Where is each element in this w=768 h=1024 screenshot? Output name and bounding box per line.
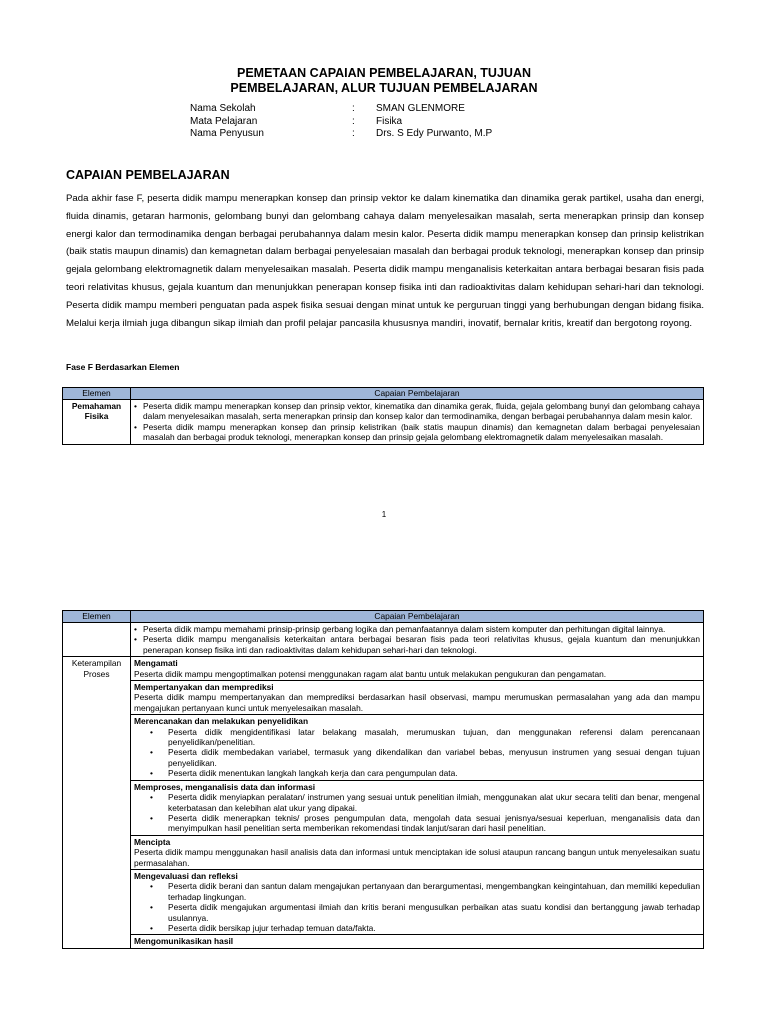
section-title: Mempertanyakan dan memprediksi (134, 682, 274, 693)
list-item: • Peserta didik menyiapkan peralatan/ instrumen yang sesuai untuk penelitian ilmiah, menggunakan alat ukur secara teliti dan benar, mengenal keterbatasan dan kelebihan alat ukur yang dipakai. (168, 792, 700, 813)
page-number: 1 (381, 510, 387, 519)
list-item: • Peserta didik membedakan variabel, termasuk yang dikendalikan dan variabel bebas, menyusun instrumen yang sesuai dengan tujuan penyelidikan. (168, 747, 700, 768)
col-header-elemen: Elemen (63, 388, 131, 400)
section-text: Peserta didik mampu mengoptimalkan potensi menggunakan ragam alat bantu untuk melakukan pengukuran dan pengamatan. (134, 668, 607, 679)
list-item: • Peserta didik menerapkan teknis/ proses pengumpulan data, mengolah data sesuai jenisnya/sesuai keperluan, menganalisis data dan menyimpulkan hasil penelitian serta memberikan rekomendasi tindak lanjut/saran dari hasil penelitian. (168, 813, 700, 834)
section-title: Mengamati (134, 658, 178, 669)
bullet-list (134, 401, 700, 443)
col-header-capaian: Capaian Pembelajaran (131, 611, 704, 623)
meta-value: SMAN GLENMORE (376, 103, 465, 114)
table-row (63, 780, 704, 835)
table-pemahaman (62, 387, 704, 445)
list-item: • Peserta didik mampu memahami prinsip-prinsip gerbang logika dan pemanfaatannya dalam sistem komputer dan perhitungan digital lainnya. (143, 624, 700, 634)
section-heading: CAPAIAN PEMBELAJARAN (66, 168, 230, 182)
col-header-elemen: Elemen (63, 611, 131, 623)
table-row (63, 657, 704, 681)
list-item: • Peserta didik mengajukan argumentasi ilmiah dan kritis berani mengusulkan perbaikan atas suatu kondisi dan bertanggung jawab terhadap usulannya. (168, 902, 700, 923)
section-title: Mencipta (134, 836, 171, 847)
capaian-cell (131, 623, 704, 657)
section-cell-merencanakan (131, 715, 704, 780)
meta-row-school (190, 103, 492, 116)
bullet-list (134, 881, 700, 933)
meta-label: Nama Penyusun (190, 128, 264, 140)
section-title: Mengevaluasi dan refleksi (134, 870, 238, 881)
bullet-list (134, 792, 700, 834)
meta-label: Mata Pelajaran (190, 115, 258, 127)
table-row (63, 715, 704, 780)
body-paragraph: Pada akhir fase F, peserta didik mampu menerapkan konsep dan prinsip vektor ke dalam kinematika dan dinamika gerak partikel, usaha dan energi, fluida dinamis, getaran harmonis, gelombang bunyi dan gelombang cahaya dalam menyelesaikan masalah, serta menerapkan prinsip dan konsep energi kalor dan termodinamika dengan berbagai perubahannya dalam mesin kalor. Peserta didik mampu menerapkan konsep dan prinsip kelistrikan (baik statis maupun dinamis) dan kemagnetan dalam berbagai penyelesaian masalah dan berbagai produk teknologi, menerapkan konsep dan prinsip gejala gelombang elektromagnetik dalam menyelesaikan masalah. Peserta didik mampu menganalisis keterkaitan antara berbagai besaran fisis pada teori relativitas khusus, gejala kuantum dan menunjukkan penerapan konsep fisika inti dan radioaktivitas dalam kehidupan sehari-hari dan teknologi. Peserta didik mampu memberi penguatan pada aspek fisika sesuai dengan minat untuk ke perguruan tinggi yang berhubungan dengan bidang fisika. Melalui kerja ilmiah juga dibangun sikap ilmiah dan profil pelajar pancasila khususnya mandiri, inovatif, bernalar kritis, kreatif dan bergotong royong. (66, 193, 704, 329)
fase-label: Fase F Berdasarkan Elemen (66, 362, 180, 372)
element-cell: Pemahaman Fisika (63, 400, 131, 445)
table-row (63, 835, 704, 869)
table-header-row (63, 388, 704, 400)
table-row (63, 869, 704, 934)
list-item: • Peserta didik menentukan langkah langkah kerja dan cara pengumpulan data. (168, 768, 700, 778)
element-cell-empty (63, 623, 131, 657)
table-row (63, 400, 704, 445)
list-item: • Peserta didik mengidentifikasi latar belakang masalah, merumuskan tujuan, dan menggunakan referensi dalam perencanaan penyelidikan/penelitian. (168, 727, 700, 748)
section-cell-mengevaluasi (131, 869, 704, 934)
section-cell-mengamati (131, 657, 704, 681)
table-row (63, 935, 704, 948)
section-cell-mempertanyakan (131, 681, 704, 715)
meta-value: Fisika (376, 115, 403, 127)
meta-row-subject (190, 116, 492, 129)
meta-colon: : (352, 128, 355, 140)
col-header-capaian: Capaian Pembelajaran (131, 388, 704, 400)
section-cell-mengomunikasikan (131, 935, 704, 948)
title-line-2: PEMBELAJARAN, ALUR TUJUAN PEMBELAJARAN (230, 80, 538, 95)
meta-value: Drs. S Edy Purwanto, M.P (376, 128, 493, 140)
document-title (0, 66, 768, 95)
section-cell-mencipta (131, 835, 704, 869)
table-row (63, 681, 704, 715)
table-header-row (63, 611, 704, 623)
list-item: • Peserta didik bersikap jujur terhadap temuan data/fakta. (168, 923, 700, 933)
list-item: • Peserta didik berani dan santun dalam mengajukan pertanyaan dan berargumentasi, mengembangkan keingintahuan, dan memiliki kepedulian terhadap lingkungan. (168, 881, 700, 902)
section-text: Peserta didik mampu menggunakan hasil analisis data dan informasi untuk menciptakan ide solusi ataupun rancang bangun untuk menyelesaikan suatu permasalahan. (134, 847, 700, 868)
document-meta (190, 103, 492, 141)
meta-colon: : (352, 115, 355, 127)
list-item: • Peserta didik mampu menerapkan konsep dan prinsip vektor, kinematika dan dinamika gerak, fluida, gejala gelombang bunyi dan gelombang cahaya dalam menyelesaikan masalah, serta menerapkan prinsip dan konsep kalor dan termodinamika, dengan berbagai perubahannya dalam mesin kalor. (143, 401, 700, 422)
bullet-list (134, 624, 700, 655)
section-title: Mengomunikasikan hasil (134, 936, 234, 947)
list-item: • Peserta didik mampu menerapkan konsep dan prinsip kelistrikan (baik statis maupun dinamis) dan kemagnetan dalam berbagai penyelesaian masalah dan berbagai produk teknologi, menerapkan konsep dan prinsip gejala gelombang elektromagnetik dalam menyelesaikan masalah. (143, 422, 700, 443)
section-title: Merencanakan dan melakukan penyelidikan (134, 716, 309, 727)
element-cell: Keterampilan Proses (63, 657, 131, 949)
list-item: • Peserta didik mampu menganalisis keterkaitan antara berbagai besaran fisis pada teori relativitas khusus, gejala kuantum dan menunjukkan penerapan konsep fisika inti dan radioaktivitas dalam kehidupan sehari-hari dan teknologi. (143, 634, 700, 655)
capaian-cell (131, 400, 704, 445)
table-keterampilan (62, 610, 704, 949)
meta-row-author (190, 128, 492, 141)
section-cell-memproses (131, 780, 704, 835)
section-title: Memproses, menganalisis data dan informasi (134, 781, 316, 792)
table-row (63, 623, 704, 657)
title-line-1: PEMETAAN CAPAIAN PEMBELAJARAN, TUJUAN (237, 66, 531, 80)
meta-colon: : (352, 103, 355, 114)
section-text: Peserta didik mampu mempertanyakan dan memprediksi berdasarkan hasil observasi, mampu merumuskan permasalahan yang ada dan mampu mengajukan pertanyaan kunci untuk menyelesaikan masalah. (134, 692, 700, 713)
bullet-list (134, 727, 700, 779)
document-page-2 (0, 540, 768, 1024)
meta-label: Nama Sekolah (190, 103, 256, 114)
